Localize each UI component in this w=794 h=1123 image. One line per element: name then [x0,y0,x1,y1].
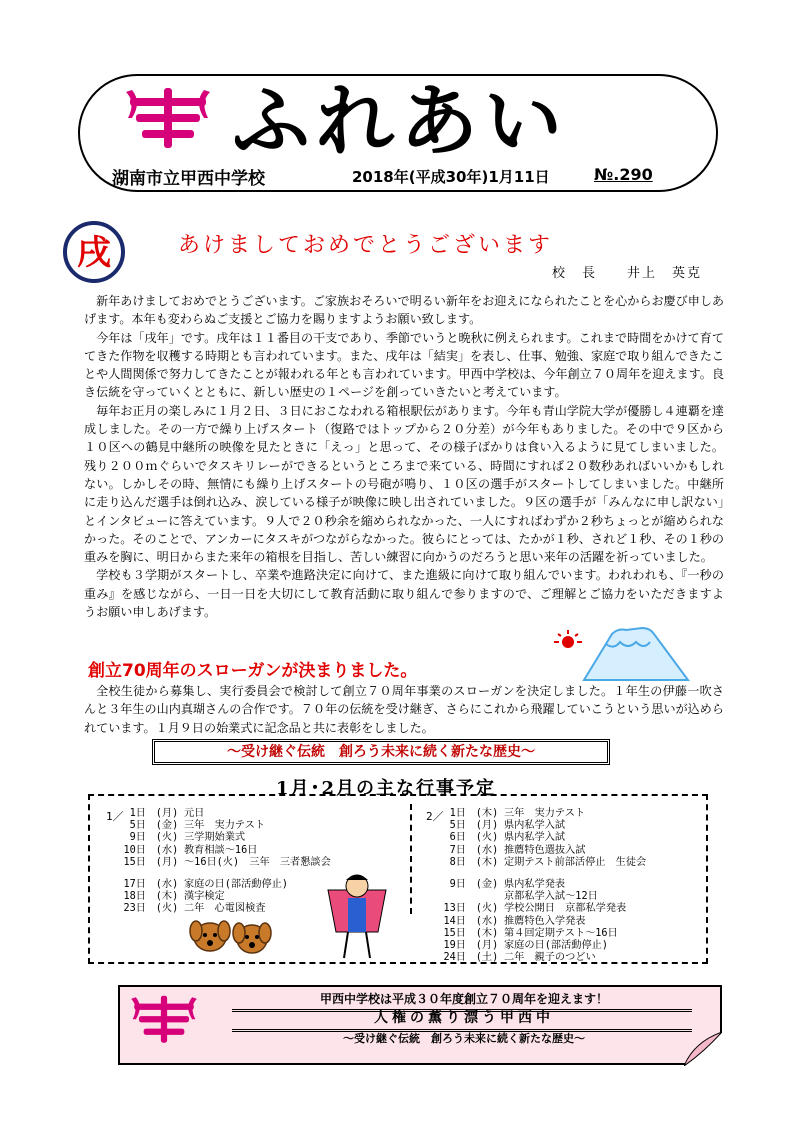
message-paragraph: 今年は「戌年」です。戌年は１１番目の干支であり、季節でいうと晩秋に例えられます。これまで時間をかけて育ててきた作物を収穫する時期とも言われています。また、戌年は「結実」を表し、仕事、勉強、家庭で取り組んできたことや人間関係で努力してきたことが報われる年とも言われています。甲西中学校は、今年創立７０周年を迎えます。良き伝統を守っていくとともに、新しい歴史の１ページを創っていきたいと考えています。 [84,330,725,400]
event-row [438,928,618,940]
event-row [438,808,585,820]
event-text: 二年 親子のつどい [504,952,596,964]
event-text: 家庭の日(部活動停止) [184,879,288,890]
event-row [438,879,565,891]
event-weekday: (木) [155,891,179,903]
issue-number: №.290 [594,165,653,184]
event-text: 教育相談～16日 [184,844,258,856]
dogs-illustration-icon [188,905,276,961]
event-row [118,820,265,832]
slogan-box: ～受け継ぐ伝統 創ろう未来に続く新たな歴史～ [152,739,610,765]
event-row [438,820,565,832]
event-weekday: (水) [475,844,499,856]
event-day: 8日 [449,856,466,868]
event-row [438,916,586,928]
mount-fuji-sunrise-icon [550,620,690,682]
greeting-title: あけましておめでとうございます [178,233,554,258]
january-label: 1／ [106,810,124,823]
event-weekday: (火) [155,903,179,915]
event-day: 9日 [129,832,146,844]
event-day: 7日 [449,844,466,856]
event-text: 元日 [184,808,205,819]
event-day: 1日 [129,808,146,819]
issue-date: 2018年(平成30年)1月11日 [352,168,550,186]
event-text: 三学期始業式 [184,832,246,844]
event-row [438,857,646,869]
event-weekday: (月) [475,940,499,951]
principal-message [84,292,724,621]
event-weekday: (火) [475,903,499,915]
event-day: 5日 [449,820,466,832]
school-name: 湖南市立甲西中学校 [112,169,265,189]
event-text: 推薦特色入学発表 [504,915,586,927]
event-text: 推薦特色選抜入試 [504,844,586,856]
event-weekday: (土) [475,952,499,964]
event-weekday: (月) [155,808,179,819]
event-day: 1日 [449,808,466,819]
event-row [118,808,204,820]
event-weekday: (火) [155,832,179,844]
event-weekday: (金) [475,879,499,890]
event-text: 漢字検定 [184,891,225,903]
event-day: 6日 [449,832,466,844]
event-weekday: (月) [155,856,179,868]
masthead-title: ふれあい [232,76,569,167]
event-weekday: (水) [155,879,179,890]
event-day: 24日 [443,952,466,964]
author-line: 校 長 井上 英克 [552,266,703,281]
event-day: 9日 [449,879,466,890]
event-text: 三年 実力テスト [184,820,266,832]
event-weekday: (水) [475,915,499,927]
page-curl-icon [684,1032,722,1066]
event-day: 15日 [123,856,146,868]
event-weekday: (月) [475,820,499,832]
school-emblem-icon [128,994,200,1046]
event-day: 18日 [123,891,146,903]
event-text: 学校公開日 京都私学発表 [504,903,627,915]
event-row [118,845,257,857]
event-text: 第４回定期テスト～16日 [504,927,618,939]
event-text: 県内私学入試 [504,820,566,832]
event-text: 二年 心電図検査 [184,903,266,915]
event-text: 京都私学入試～12日 [504,891,598,903]
event-text: 県内私学発表 [504,879,566,890]
event-day: 5日 [129,820,146,832]
event-day: 19日 [443,940,466,951]
event-day: 15日 [443,927,466,939]
footer-motto: 人権の薫り漂う甲西中 [374,1010,554,1026]
event-day: 14日 [443,915,466,927]
event-day: 10日 [123,844,146,856]
event-weekday: (水) [155,844,179,856]
event-weekday: (木) [475,808,499,819]
section-paragraph: 全校生徒から募集し、実行委員会で検討して創立７０周年事業のスローガンを決定しました。１年生の伊藤一吹さんと３年生の山内真瑚さんの合作です。７０年の伝統を受け継ぎ、さらにこれから飛躍していこうという思いが込められています。１月９日の始業式に記念品と共に表彰をしました。 [84,684,724,735]
event-day: 17日 [123,879,146,890]
february-label: 2／ [426,810,444,823]
event-row [438,940,608,952]
events-title: 1月･2月の主な行事予定 [276,778,497,799]
event-row [438,845,586,857]
footer-slogan: ～受け継ぐ伝統 創ろう未来に続く新たな歴史～ [343,1032,585,1045]
event-text: 定期テスト前部活停止 生徒会 [504,856,647,868]
event-row [118,857,331,869]
school-emblem-icon [122,88,214,150]
event-weekday: (木) [475,927,499,939]
event-row [438,903,626,915]
event-day: 13日 [443,903,466,915]
dog-year-seal-icon [62,220,126,284]
event-text: 県内私学入試 [504,832,566,844]
event-row [118,879,288,891]
kite-illustration-icon [318,872,396,960]
event-weekday: (金) [155,820,179,832]
seal-character: 戌 [77,233,111,273]
event-row [118,832,245,844]
message-paragraph: 毎年お正月の楽しみに１月２日、３日におこなわれる箱根駅伝があります。今年も青山学院大学が優勝し４連覇を達成しました。その一方で繰り上げスタート（復路ではトップから２０分差）が今年もありました。その中で９区から１０区への鶴見中継所の映像を見たときに「えっ」と思って、その様子ばかりは食い入るように見てしまいました。残り２００ｍぐらいでタスキリレーができるというところまで来ている、時間にすれば２０数秒あればいいかもしれない。しかしその時、無情にも繰り上げスタートの号砲が鳴り、１０区の選手がスタートしてしまいました。中継所に走り込んだ選手は倒れ込み、涙している様子が映像に映し出されていました。９区の選手が「みんなに申し訳ない」とインタビューに答えています。９人で２０秒余を縮められなかった、一人にすればわずか２秒ちょっとが縮められなかった。そのことで、アンカーにタスキがつながらなかった。彼らにとっては、たかが１秒、されど１秒、その１秒の重みを胸に、明日からまた来年の箱根を目指し、苦しい練習に向かうのだろうと思い来年の活躍を祈っていました。 [84,403,725,565]
event-row [438,832,565,844]
event-text: 家庭の日(部活動停止) [504,940,608,951]
event-row [438,891,598,903]
event-weekday: (木) [475,856,499,868]
event-row [118,891,225,903]
message-paragraph: 学校も３学期がスタートし、卒業や進路決定に向けて、また進級に向けて取り組んでいます。われわれも、『一秒の重み』を感じながら、一日一日を大切にして教育活動に取り組んで参りますので、ご理解とご協力をいただきますようお願い申しあげます。 [84,568,724,620]
events-divider [410,804,412,914]
event-row [438,952,596,964]
event-weekday: (火) [475,832,499,844]
message-paragraph: 新年あけましておめでとうございます。ご家族おそろいで明るい新年をお迎えになられたことを心からお慶び申しあげます。本年も変わらぬご支援とご協力を賜りますようお願い致します。 [84,294,725,327]
event-text: ～16日(火) 三年 三者懇談会 [184,856,331,868]
event-day: 23日 [123,903,146,915]
section-title: 創立70周年のスローガンが決まりました。 [88,661,418,681]
section-body [84,682,724,737]
event-text: 三年 実力テスト [504,808,586,819]
footer-anniversary-line: 甲西中学校は平成３０年度創立７０周年を迎えます！ [319,992,608,1006]
